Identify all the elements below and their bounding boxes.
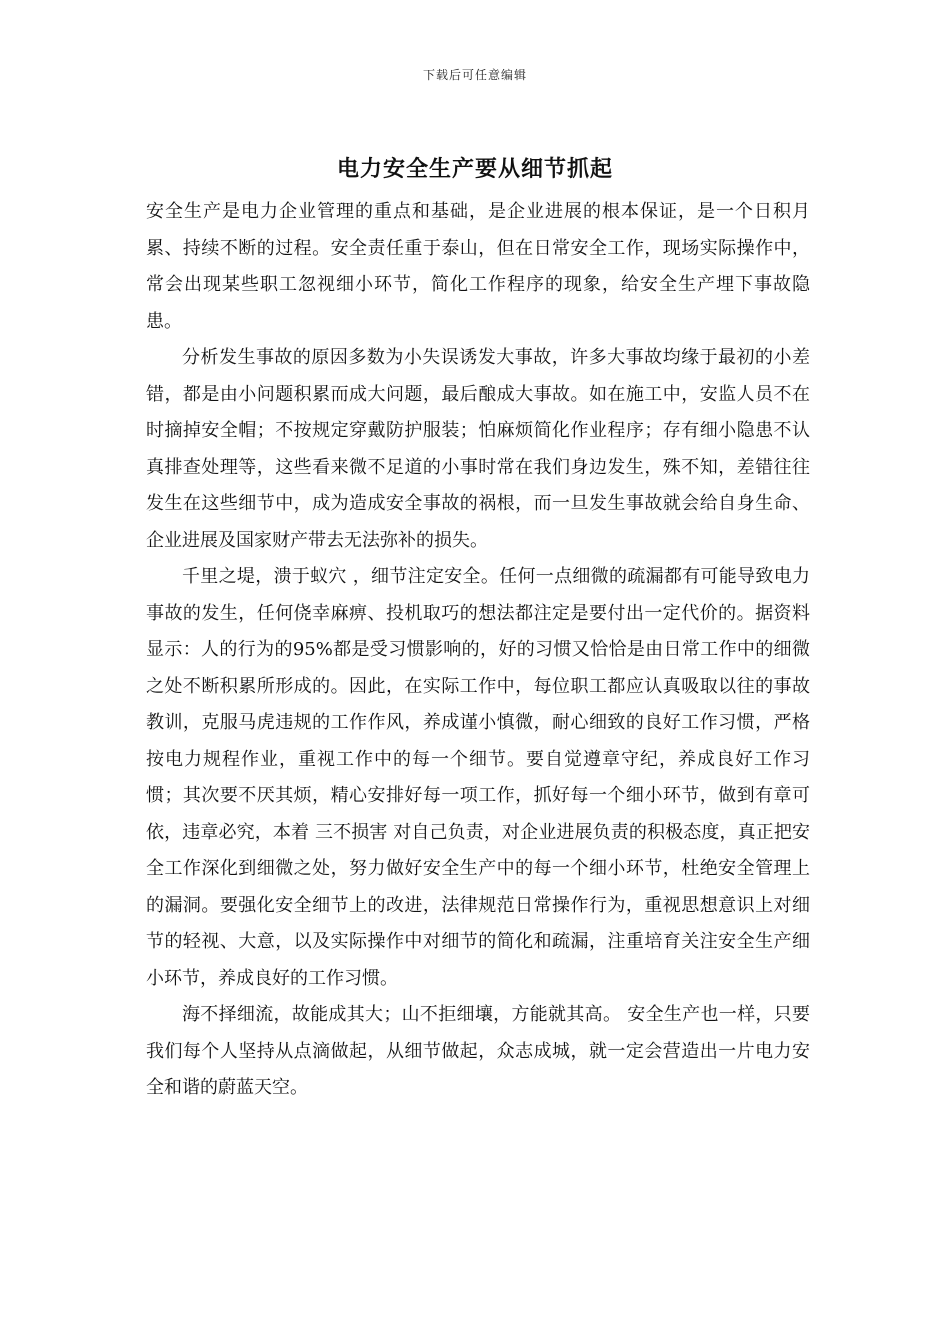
document-body: [146, 194, 810, 1107]
paragraph-1: 安全生产是电力企业管理的重点和基础，是企业进展的根本保证，是一个日积月累、持续不断的过程。安全责任重于泰山，但在日常安全工作，现场实际操作中，常会出现某些职工忽视细小环节，简化工作程序的现象，给安全生产埋下事故隐患。: [146, 201, 810, 332]
header-note: 下载后可任意编辑: [422, 68, 527, 82]
paragraph-4: 海不择细流，故能成其大；山不拒细壤，方能就其高。 安全生产也一样，只要我们每个人坚持从点滴做起，从细节做起，众志成城，就一定会营造出一片电力安全和谐的蔚蓝天空。: [146, 1004, 810, 1098]
paragraph-2: 分析发生事故的原因多数为小失误诱发大事故，许多大事故均缘于最初的小差错，都是由小问题积累而成大问题，最后酿成大事故。如在施工中，安监人员不在时摘掉安全帽；不按规定穿戴防护服装；怕麻烦简化作业程序；存有细小隐患不认真排查处理等，这些看来微不足道的小事时常在我们身边发生，殊不知，差错往往发生在这些细节中，成为造成安全事故的祸根，而一旦发生事故就会给自身生命、企业进展及国家财产带去无法弥补的损失。: [146, 347, 810, 551]
paragraph-3: 千里之堤，溃于蚁穴 ，细节注定安全。任何一点细微的疏漏都有可能导致电力事故的发生，任何侥幸麻痹、投机取巧的想法都注定是要付出一定代价的。据资料显示：人的行为的95%都是受习惯影响的，好的习惯又恰恰是由日常工作中的细微之处不断积累所形成的。因此，在实际工作中，每位职工都应认真吸取以往的事故教训，克服马虎违规的工作作风，养成谨小慎微，耐心细致的良好工作习惯，严格按电力规程作业，重视工作中的每一个细节。要自觉遵章守纪，养成良好工作习惯；其次要不厌其烦，精心安排好每一项工作，抓好每一个细小环节，做到有章可依，违章必究，本着 三不损害 对自己负责，对企业进展负责的积极态度，真正把安全工作深化到细微之处，努力做好安全生产中的每一个细小环节，杜绝安全管理上的漏洞。要强化安全细节上的改进，法律规范日常操作行为，重视思想意识上对细节的轻视、大意，以及实际操作中对细节的简化和疏漏，注重培育关注安全生产细小环节，养成良好的工作习惯。: [146, 566, 810, 989]
document-title: 电力安全生产要从细节抓起: [336, 157, 613, 182]
